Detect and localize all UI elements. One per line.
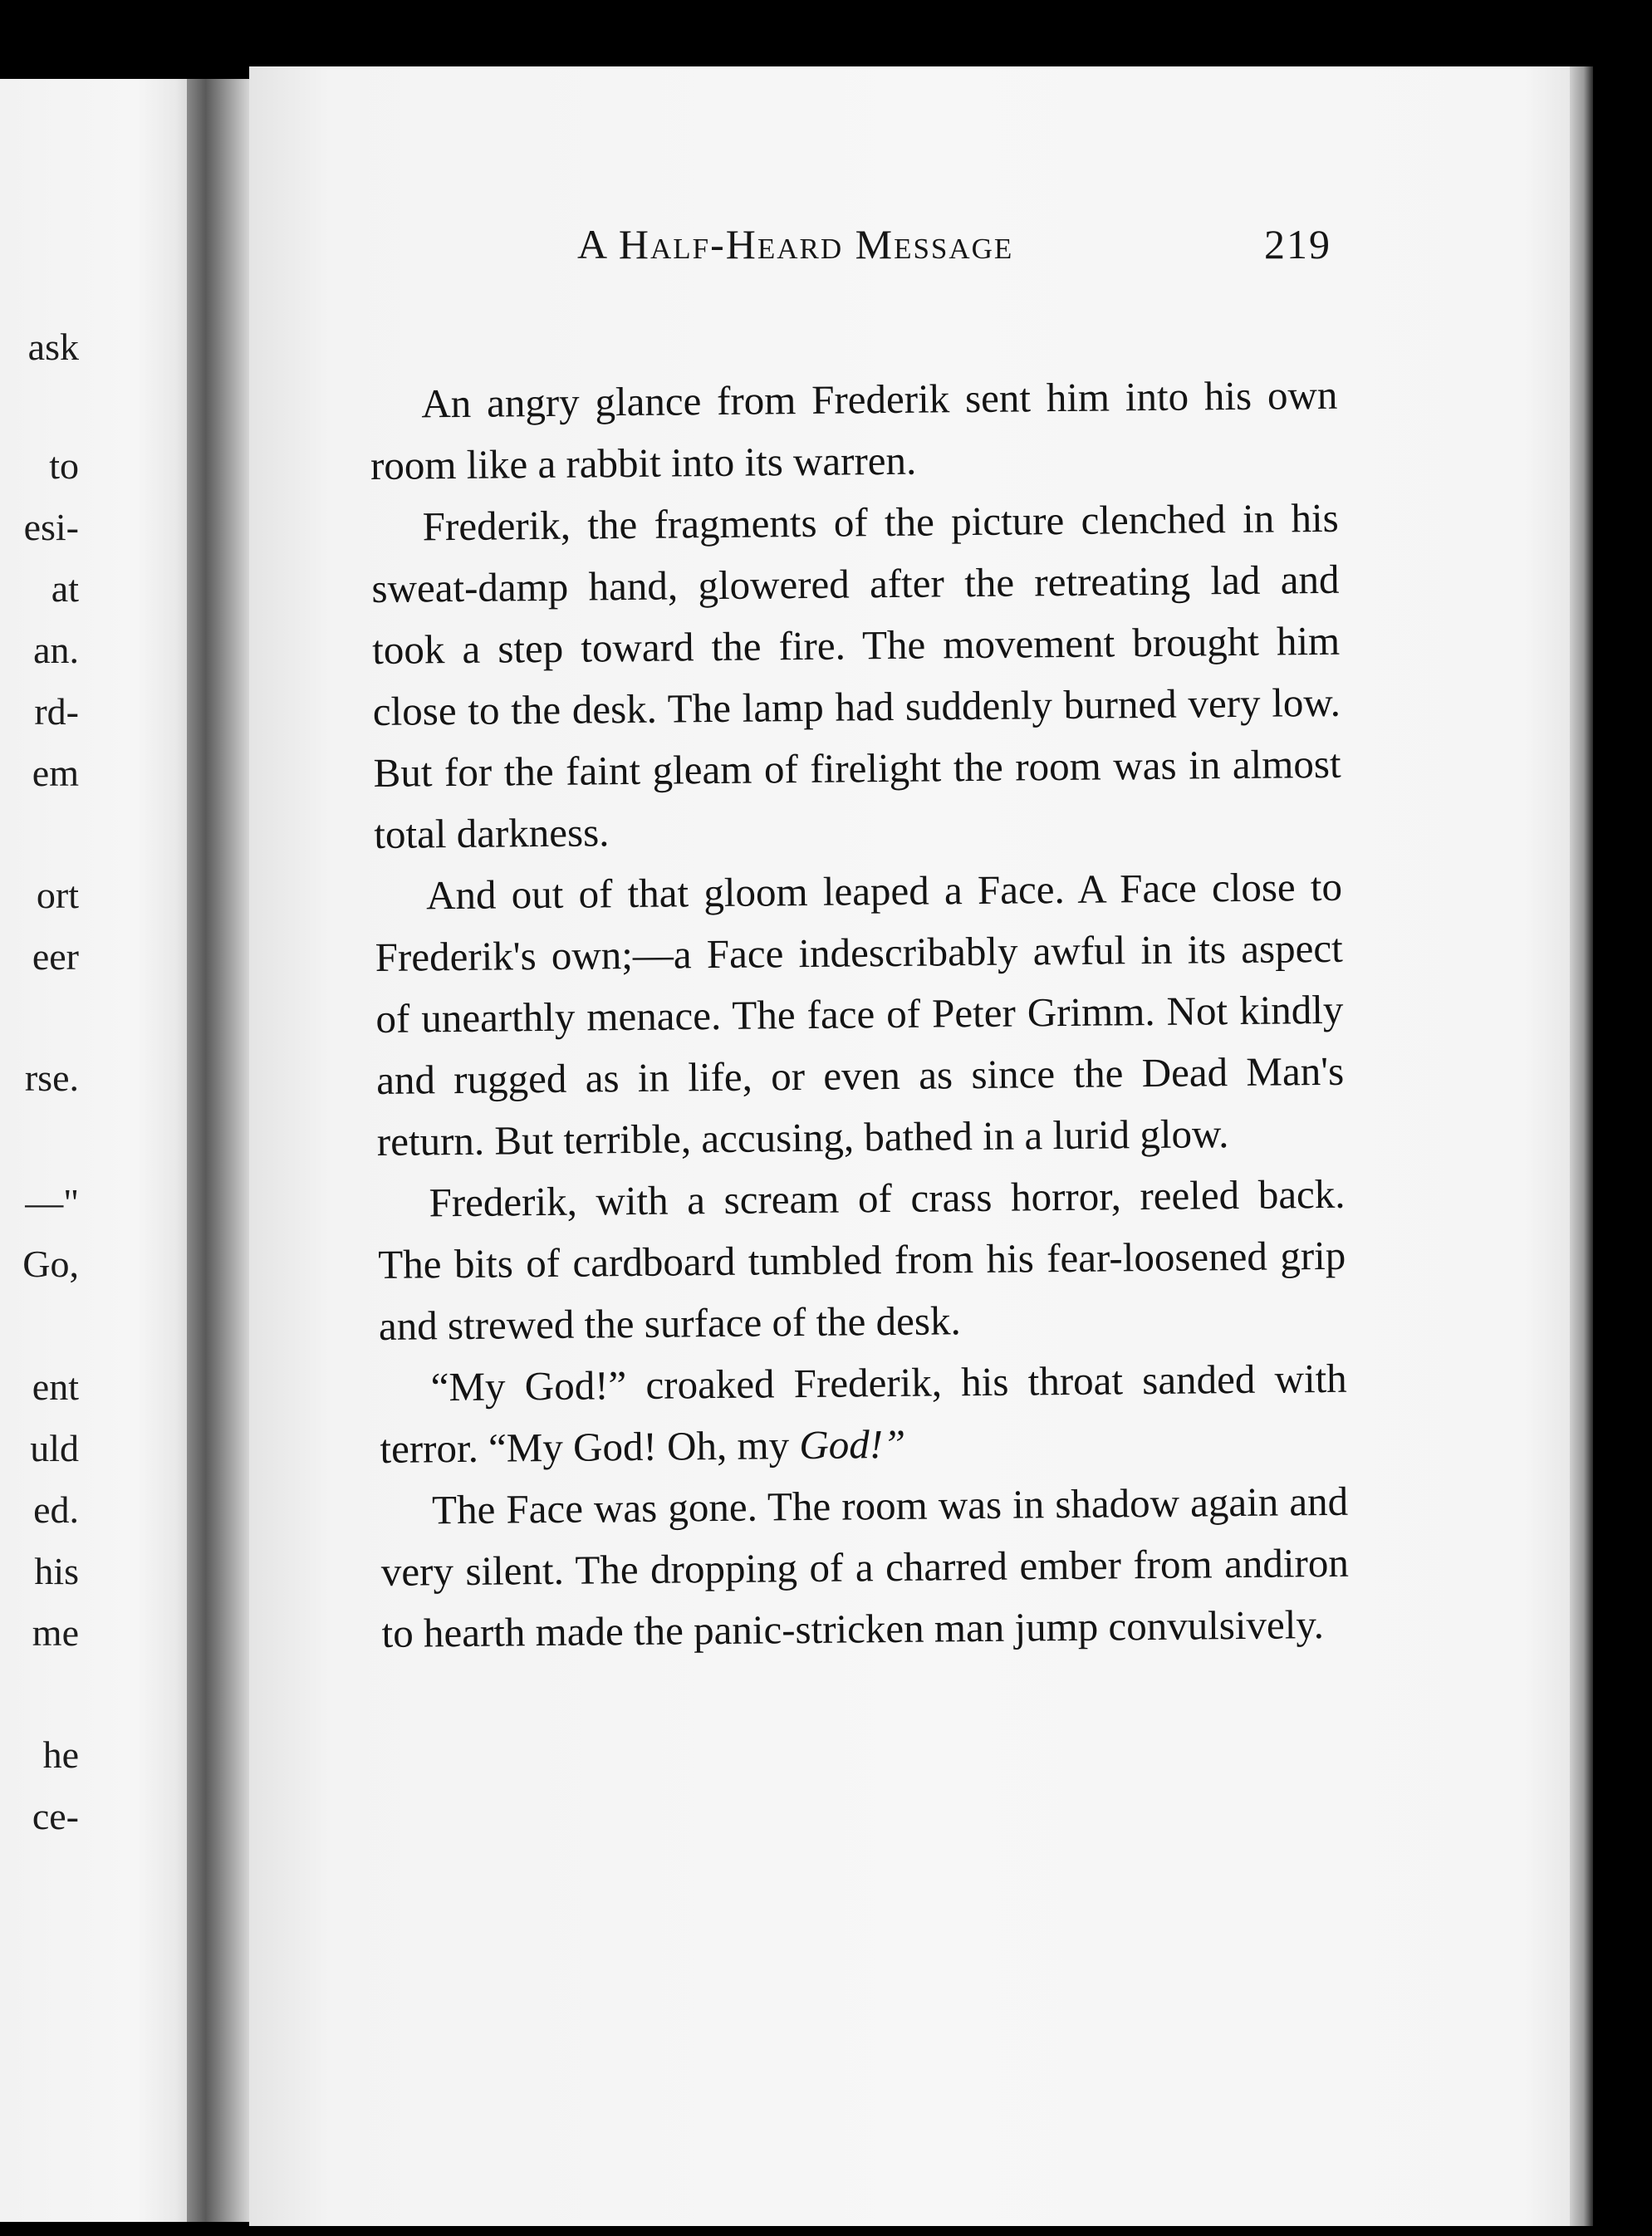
left-fragment: an. bbox=[33, 629, 79, 671]
left-fragment: ort bbox=[36, 874, 79, 916]
page-edge bbox=[1570, 66, 1593, 2226]
previous-page-fragment bbox=[0, 79, 195, 2222]
italic-text: God!” bbox=[799, 1420, 906, 1469]
left-fragment: ent bbox=[32, 1366, 79, 1408]
left-fragment: his bbox=[34, 1550, 79, 1592]
paragraph: And out of that gloom leaped a Face. A Face close to Frederik's own;—a Face indescribably awful in its aspect of unearthly menace. The face of Peter Grimm. Not kindly and rugged as in life, or even as since the Dead Man's return. But terrible, accusing, bathed in a lurid glow. bbox=[375, 863, 1345, 1165]
left-fragment: ce- bbox=[32, 1795, 79, 1837]
left-fragment: eer bbox=[32, 935, 79, 978]
paragraph: Frederik, the fragments of the picture clenched in his sweat-damp hand, glowered after the retreating lad and took a step toward the fire. The movement brought him close to the desk. The lamp had suddenly burned very low. But for the faint gleam of firelight the room was in almost total darkness. bbox=[371, 494, 1341, 857]
running-head bbox=[249, 220, 1578, 287]
paragraph: An angry glance from Frederik sent him into his own room like a rabbit into its warren. bbox=[370, 371, 1338, 488]
left-fragment: to bbox=[49, 444, 79, 487]
paragraph bbox=[379, 1348, 1347, 1480]
body-text bbox=[370, 365, 1350, 1665]
left-fragment: ed. bbox=[33, 1488, 79, 1531]
quote-text: “My God!” croaked Frederik, his throat sanded with terror. “My God! Oh, my bbox=[380, 1355, 1347, 1472]
left-fragment: em bbox=[32, 752, 79, 794]
left-fragment: rse. bbox=[24, 1057, 79, 1099]
book-page bbox=[249, 66, 1578, 2226]
left-fragment: at bbox=[51, 567, 79, 610]
left-fragment: uld bbox=[30, 1427, 79, 1469]
paragraph: Frederik, with a scream of crass horror, reeled back. The bits of cardboard tumbled from his fear-loosened grip and strewed the surface of the desk. bbox=[378, 1170, 1346, 1349]
left-fragment: rd- bbox=[34, 690, 79, 733]
left-fragment: he bbox=[42, 1733, 79, 1776]
left-fragment: esi- bbox=[23, 506, 79, 548]
left-fragment: —" bbox=[25, 1181, 79, 1223]
running-title: A Half-Heard Message bbox=[577, 221, 1014, 267]
left-fragment: me bbox=[32, 1611, 79, 1654]
paragraph: The Face was gone. The room was in shadow again and very silent. The dropping of a charred ember from andiron to hearth made the panic-stricken man jump convulsively. bbox=[380, 1478, 1350, 1656]
left-fragment: ask bbox=[27, 326, 79, 368]
page-number: 219 bbox=[1264, 221, 1331, 267]
left-fragment: Go, bbox=[22, 1243, 79, 1285]
